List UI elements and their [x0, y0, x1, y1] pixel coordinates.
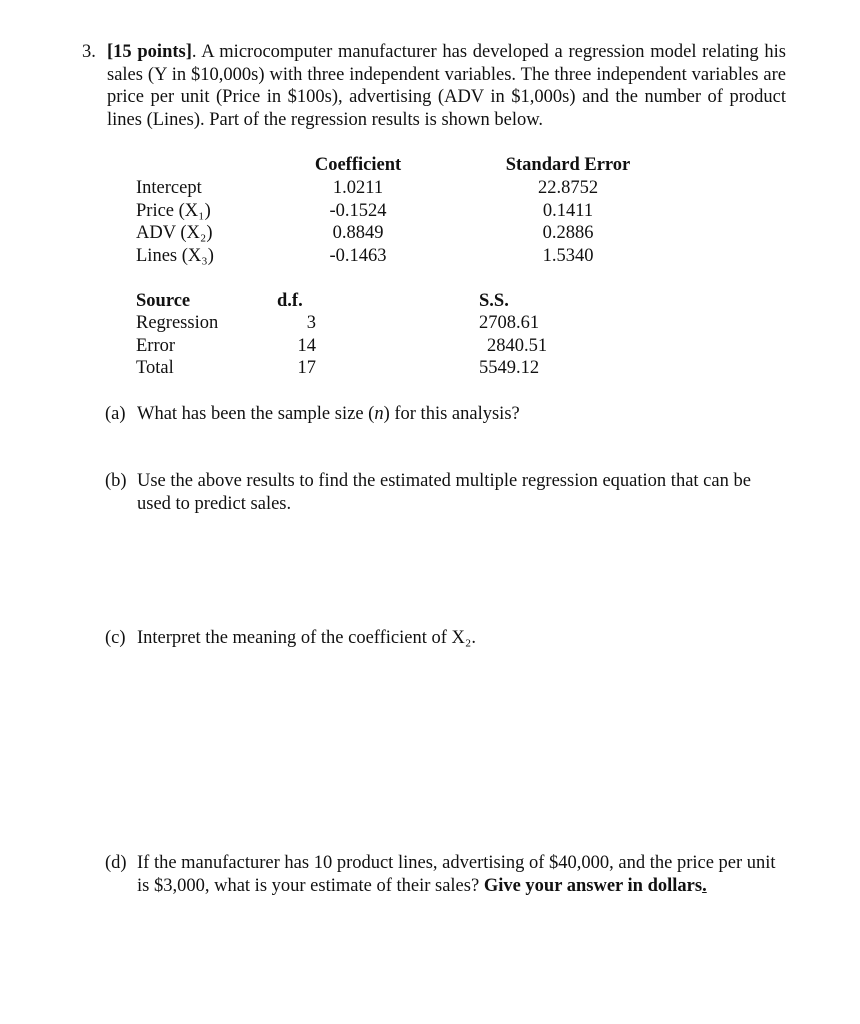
- question-text: What has been the sample size (: [137, 404, 375, 424]
- coef-row-std-error: 22.8752: [537, 178, 599, 198]
- anova-row-ss: 5549.12: [479, 358, 540, 378]
- question-letter: (a): [105, 404, 126, 424]
- coef-row-std-error: 0.1411: [542, 201, 594, 221]
- question-letter: (b): [105, 471, 127, 491]
- coef-row-std-error: 1.5340: [542, 246, 594, 266]
- question-text: Use the above results to find the estimated multiple regression equation that can be used to predict sales.: [137, 471, 751, 514]
- sample-size-variable: n: [374, 404, 384, 424]
- coef-row-label: Intercept: [136, 178, 202, 198]
- problem-number: 3.: [82, 42, 96, 62]
- ss-header: S.S.: [479, 291, 509, 311]
- coef-row-label: Price (X₁): [136, 201, 211, 221]
- coef-row-coefficient: -0.1463: [329, 246, 387, 266]
- intro-text: . A microcomputer manufacturer has developed a regression model relating his sales (Y in $10,000s) with three independent variables. The three independent variables are price per unit (Price in $100s), advertising (ADV in $1,000s) and the number of product lines (Lines). Part of the regression results is shown below.: [107, 42, 787, 130]
- problem-intro: [107, 41, 786, 131]
- coef-row-std-error: 0.2886: [542, 223, 594, 243]
- anova-row-ss: 2708.61: [479, 313, 540, 333]
- problem-statement: [82, 41, 786, 131]
- anova-row-source: Total: [136, 358, 174, 378]
- anova-row-ss: 2840.51: [487, 336, 548, 356]
- anova-row-df: 14: [297, 336, 316, 356]
- answer-instruction: Give your answer in dollars: [483, 875, 703, 896]
- question-letter: (d): [105, 853, 127, 873]
- coef-row-label: ADV (X₂): [136, 223, 213, 243]
- anova-row-df: 17: [297, 358, 316, 378]
- std-error-header: Standard Error: [505, 155, 631, 175]
- anova-row-source: Error: [136, 336, 176, 356]
- question-a: [105, 403, 785, 426]
- coefficient-header: Coefficient: [314, 155, 402, 175]
- question-letter: (c): [105, 628, 126, 648]
- question-b: [105, 470, 785, 515]
- anova-row-df: 3: [306, 313, 316, 333]
- question-text: If the manufacturer has 10 product lines, advertising of $40,000, and the price per unit is $3,000, what is your estimate of their sales?: [137, 853, 776, 896]
- coef-row-coefficient: -0.1524: [329, 201, 387, 221]
- coef-row-coefficient: 1.0211: [332, 178, 384, 198]
- df-header: d.f.: [277, 291, 303, 311]
- source-header: Source: [136, 291, 191, 311]
- coef-row-coefficient: 0.8849: [332, 223, 384, 243]
- question-d: [105, 852, 785, 897]
- question-c: [105, 627, 785, 650]
- coef-row-label: Lines (X₃): [136, 246, 214, 266]
- answer-instruction-punct: .: [702, 875, 707, 896]
- points-label: [15 points]: [107, 42, 192, 62]
- anova-row-source: Regression: [136, 313, 219, 333]
- question-text: ) for this analysis?: [383, 404, 520, 424]
- question-text: Interpret the meaning of the coefficient of X₂.: [137, 628, 476, 648]
